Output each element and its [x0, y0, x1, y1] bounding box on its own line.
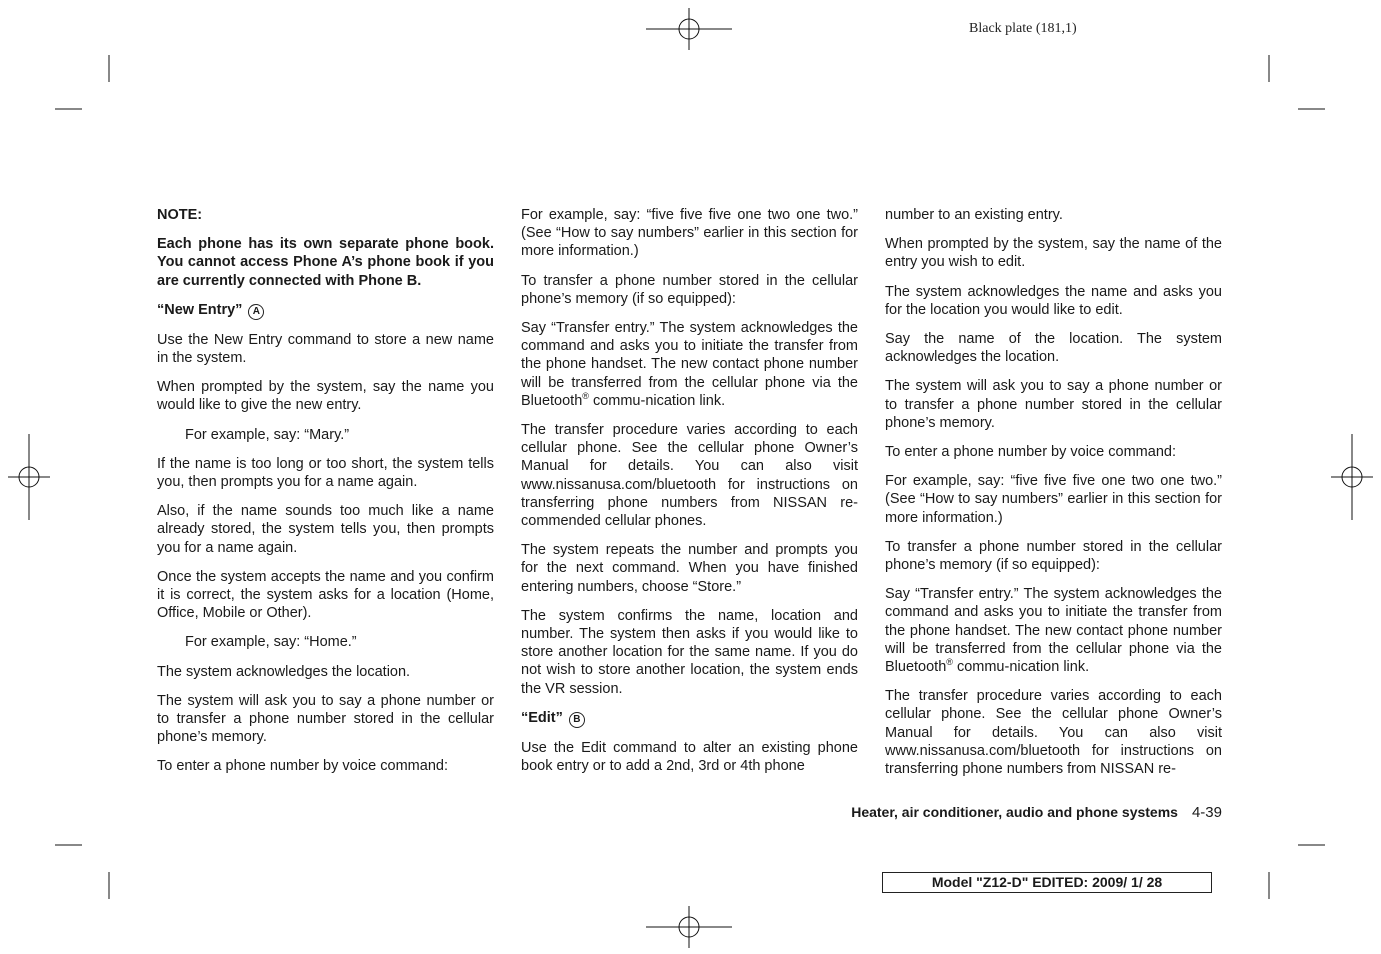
- new-entry-heading-text: “New Entry”: [157, 301, 243, 318]
- example-text: For example, say: “Home.”: [185, 634, 357, 651]
- paragraph: To enter a phone number by voice command:: [885, 444, 1176, 461]
- paragraph: The system repeats the number and prompts you for the next command. When you have finished entering numbers, choose “Store.”: [521, 542, 858, 595]
- paragraph: [521, 319, 858, 410]
- paragraph: Also, if the name sounds too much like a name already stored, the system tells you, then prompts you for a name again.: [157, 503, 494, 556]
- section-title: Heater, air conditioner, audio and phone systems: [851, 804, 1178, 820]
- paragraph: When prompted by the system, say the name you would like to give the new entry.: [157, 379, 494, 414]
- paragraph: Use the Edit command to alter an existing phone book entry or to add a 2nd, 3rd or 4th phone: [521, 739, 858, 775]
- paragraph: For example, say: “five five five one two one two.” (See “How to say numbers” earlier in this section for more information.): [521, 207, 858, 260]
- note-label: NOTE:: [157, 207, 203, 223]
- new-entry-heading: [157, 301, 494, 320]
- transfer-text: Say “Transfer entry.” The system acknowledges the command and asks you to initiate the transfer from the phone handset. The new contact phone number will be transferred from the cellular phone via the Bluetooth: [521, 320, 858, 409]
- column-1: [157, 206, 494, 787]
- paragraph: Once the system accepts the name and you confirm it is correct, the system asks for a location (Home, Office, Mobile or Other).: [157, 568, 494, 622]
- paragraph: If the name is too long or too short, the system tells you, then prompts you for a name again.: [157, 455, 494, 491]
- page-number: 4-39: [1191, 804, 1222, 821]
- example-text: For example, say: “Mary.”: [185, 426, 350, 443]
- transfer-text-end: commu-nication link.: [588, 392, 726, 409]
- callout-b-icon: B: [569, 712, 585, 728]
- column-2: [521, 206, 858, 786]
- column-3: [885, 206, 1222, 789]
- callout-a-icon: A: [248, 304, 264, 320]
- paragraph: [885, 585, 1222, 676]
- paragraph: The transfer procedure varies according to each cellular phone. See the cellular phone Owner’s Manual for details. You can also visit www.nissanusa.com/bluetooth for instructions on transferring phone numbers from NISSAN re-commended cellular phones.: [521, 422, 858, 530]
- paragraph: Use the New Entry command to store a new name in the system.: [157, 331, 494, 367]
- transfer-text: Say “Transfer entry.” The system acknowledges the command and asks you to initiate the transfer from the phone handset. The new contact phone number will be transferred from the cellular phone via the Bluetooth: [885, 586, 1222, 676]
- page-footer: [700, 804, 1222, 821]
- paragraph: When prompted by the system, say the name of the entry you wish to edit.: [885, 236, 1222, 271]
- paragraph: The transfer procedure varies according to each cellular phone. See the cellular phone Owner’s Manual for details. You can also visit www.nissanusa.com/bluetooth for instructions on transferring phone numbers from NISSAN re-: [885, 688, 1222, 778]
- paragraph: The system will ask you to say a phone number or to transfer a phone number stored in the cellular phone’s memory.: [157, 692, 494, 746]
- paragraph: The system acknowledges the name and asks you for the location you would like to edit.: [885, 283, 1222, 318]
- edit-heading-text: “Edit”: [521, 709, 563, 726]
- registered-mark: ®: [946, 657, 953, 668]
- paragraph: For example, say: “five five five one two one two.” (See “How to say numbers” earlier in this section for more information.): [885, 473, 1222, 526]
- plate-label: Black plate (181,1): [969, 21, 1077, 36]
- paragraph: To transfer a phone number stored in the cellular phone’s memory (if so equipped):: [521, 272, 858, 307]
- transfer-text-end: commu-nication link.: [952, 659, 1090, 676]
- paragraph: The system confirms the name, location and number. The system then asks if you would like to store another location for the same name. If you do not wish to store another location, the system ends the VR session.: [521, 607, 858, 697]
- paragraph: The system will ask you to say a phone number or to transfer a phone number stored in the cellular phone’s memory.: [885, 378, 1222, 431]
- paragraph: The system acknowledges the location.: [157, 663, 411, 680]
- note-text: Each phone has its own separate phone book. You cannot access Phone A’s phone book if you are currently connected with Phone B.: [157, 236, 494, 289]
- paragraph: To enter a phone number by voice command:: [157, 758, 448, 775]
- registered-mark: ®: [582, 391, 589, 401]
- paragraph: To transfer a phone number stored in the cellular phone’s memory (if so equipped):: [885, 538, 1222, 574]
- paragraph: Say the name of the location. The system acknowledges the location.: [885, 331, 1222, 366]
- paragraph: number to an existing entry.: [885, 207, 1063, 223]
- edit-heading: [521, 709, 858, 728]
- model-box: Model "Z12-D" EDITED: 2009/ 1/ 28: [882, 872, 1212, 893]
